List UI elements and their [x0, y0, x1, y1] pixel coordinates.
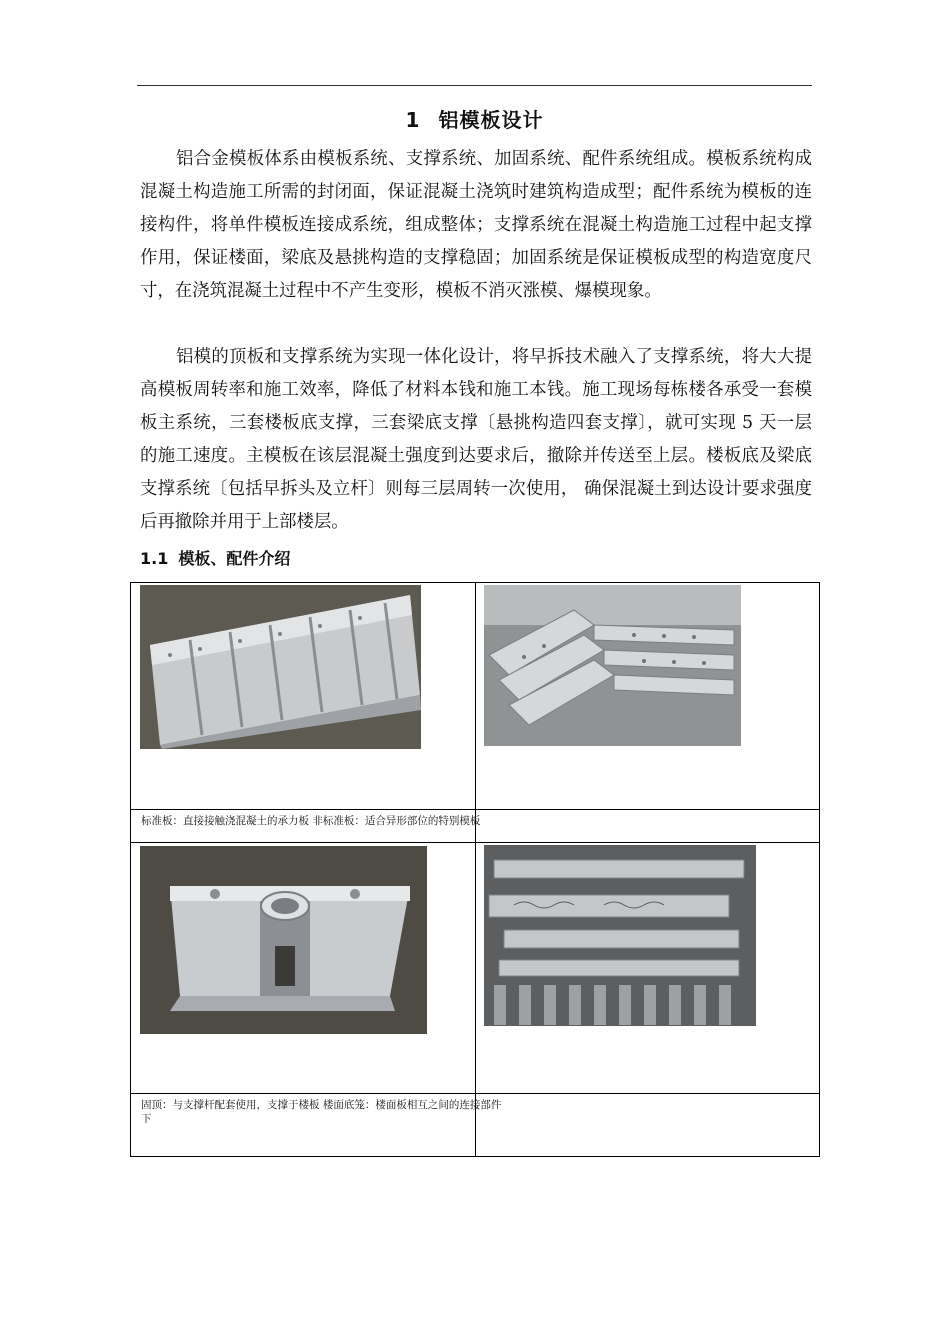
section-title: 铝模板设计 — [438, 108, 544, 132]
table-row-divider — [131, 809, 819, 810]
support-head-photo — [140, 846, 427, 1034]
subsection-title: 模板、配件介绍 — [178, 549, 291, 568]
caption-panels: 标准板：直接接触浇混凝土的承力板 非标准板：适合异形部位的特别模板 — [141, 815, 481, 827]
table-row-divider — [131, 842, 819, 843]
paragraph-system-overview: 铝合金模板体系由模板系统、支撑系统、加固系统、配件系统组成。模板系统构成混凝土构造施工所需的封闭面，保证混凝土浇筑时建筑构造成型；配件系统为模板的连接构件，将单件模板连接成系统，组成整体；支撑系统在混凝土构造施工过程中起支撑作用，保证楼面，梁底及悬挑构造的支撑稳固；加固系统是保证模板成型的构造宽度尺寸，在浇筑混凝土过程中不产生变形，模板不消灭涨模、爆模现象。 — [140, 149, 812, 301]
non-standard-panel-photo — [484, 585, 741, 746]
header-rule — [137, 85, 812, 86]
paragraph-early-removal: 铝模的顶板和支撑系统为实现一体化设计，将早拆技术融入了支撑系统，将大大提高模板周转率和施工效率，降低了材料本钱和施工本钱。施工现场每栋楼各承受一套模板主系统，三套楼板底支撑，三套梁底支撑〔悬挑构造四套支撑〕，就可实现 5 天一层的施工速度。主模板在该层混凝土强度到达要求后，撤除并传送至上层。楼板底及梁底支撑系统〔包括早拆头及立杆〕则每三层周转一次使用， 确保混凝土到达设计要求强度后再撤除并用于上部楼层。 — [140, 347, 812, 532]
standard-panel-photo — [140, 585, 421, 749]
section-heading — [137, 104, 812, 133]
subsection-number: 1.1 — [140, 549, 169, 568]
caption-accessories: 固顶：与支撑杆配套使用，支撑于楼板 楼面底笼：楼面板相互之间的连接部件 下 — [141, 1099, 502, 1125]
components-table — [130, 582, 820, 1157]
floor-connector-photo — [484, 845, 756, 1026]
table-row-divider — [131, 1093, 819, 1094]
table-column-divider — [475, 583, 476, 1156]
subsection-heading — [140, 546, 290, 569]
section-number: 1 — [405, 108, 421, 132]
